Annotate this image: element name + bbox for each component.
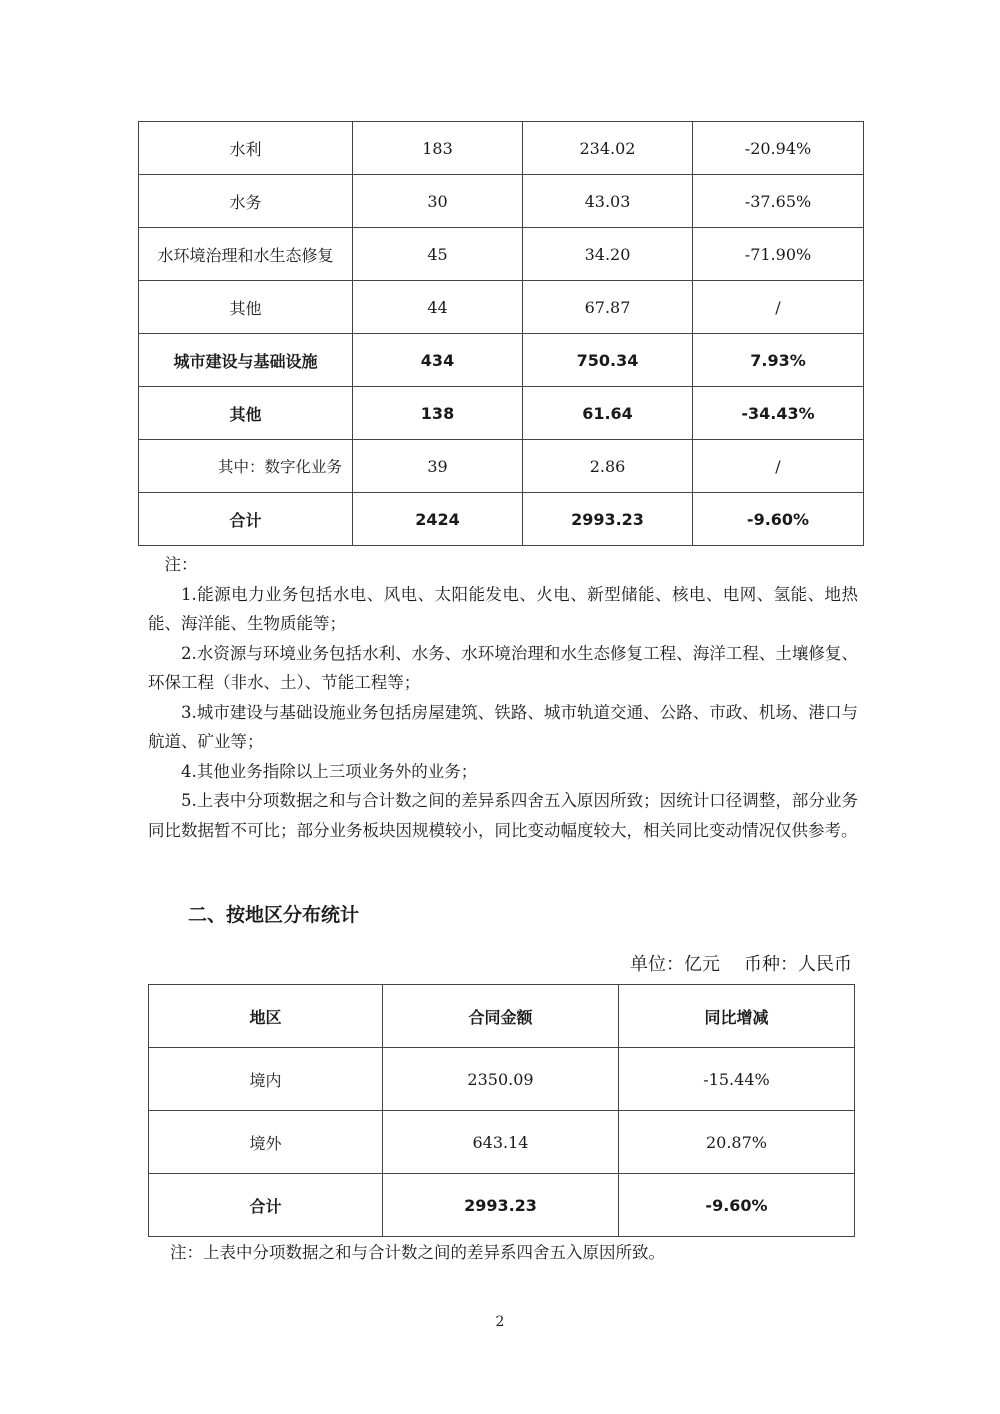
currency-text: 币种：人民币 <box>744 954 852 975</box>
row-label: 其他 <box>139 281 353 334</box>
region-cell: 境内 <box>149 1048 383 1111</box>
yoy-cell: 20.87% <box>619 1111 855 1174</box>
region-table <box>148 984 855 1237</box>
table-header-row <box>149 985 855 1048</box>
column-header: 地区 <box>149 985 383 1048</box>
row-label: 其他 <box>139 387 353 440</box>
business-type-table <box>138 121 864 546</box>
yoy-cell: / <box>693 281 864 334</box>
unit-label <box>606 950 852 976</box>
amount-cell: 2350.09 <box>383 1048 619 1111</box>
table-row <box>139 228 864 281</box>
row-label: 其中：数字化业务 <box>139 440 353 493</box>
yoy-cell: -37.65% <box>693 175 864 228</box>
table-row <box>149 1111 855 1174</box>
region-table-note: 注：上表中分项数据之和与合计数之间的差异系四舍五入原因所致。 <box>170 1243 665 1262</box>
region-cell: 合计 <box>149 1174 383 1237</box>
table-row-total <box>139 493 864 546</box>
amount-cell: 234.02 <box>523 122 693 175</box>
unit-text: 单位：亿元 <box>630 954 720 975</box>
amount-cell: 61.64 <box>523 387 693 440</box>
yoy-cell: -9.60% <box>619 1174 855 1237</box>
yoy-cell: -34.43% <box>693 387 864 440</box>
row-label: 水利 <box>139 122 353 175</box>
row-label: 水务 <box>139 175 353 228</box>
table-row <box>139 122 864 175</box>
amount-cell: 750.34 <box>523 334 693 387</box>
note-item: 3.城市建设与基础设施业务包括房屋建筑、铁路、城市轨道交通、公路、市政、机场、港口与航道、矿业等； <box>148 702 858 751</box>
note-item: 2.水资源与环境业务包括水利、水务、水环境治理和水生态修复工程、海洋工程、土壤修复、环保工程（非水、土）、节能工程等； <box>148 643 858 692</box>
section-heading: 二、按地区分布统计 <box>188 904 360 926</box>
table-row <box>139 281 864 334</box>
note-item: 5.上表中分项数据之和与合计数之间的差异系四舍五入原因所致；因统计口径调整，部分业务同比数据暂不可比；部分业务板块因规模较小，同比变动幅度较大，相关同比变动情况仅供参考。 <box>148 791 858 840</box>
yoy-cell: / <box>693 440 864 493</box>
count-cell: 30 <box>353 175 523 228</box>
amount-cell: 2.86 <box>523 440 693 493</box>
table-row <box>139 387 864 440</box>
yoy-cell: -15.44% <box>619 1048 855 1111</box>
count-cell: 2424 <box>353 493 523 546</box>
yoy-cell: -9.60% <box>693 493 864 546</box>
column-header: 同比增减 <box>619 985 855 1048</box>
count-cell: 44 <box>353 281 523 334</box>
table-row <box>149 1048 855 1111</box>
note-item: 1.能源电力业务包括水电、风电、太阳能发电、火电、新型储能、核电、电网、氢能、地热能、海洋能、生物质能等； <box>148 584 858 633</box>
notes-section <box>148 550 858 845</box>
yoy-cell: 7.93% <box>693 334 864 387</box>
region-cell: 境外 <box>149 1111 383 1174</box>
row-label: 城市建设与基础设施 <box>139 334 353 387</box>
row-label: 合计 <box>139 493 353 546</box>
amount-cell: 2993.23 <box>523 493 693 546</box>
count-cell: 138 <box>353 387 523 440</box>
amount-cell: 2993.23 <box>383 1174 619 1237</box>
amount-cell: 643.14 <box>383 1111 619 1174</box>
table-row <box>139 175 864 228</box>
yoy-cell: -20.94% <box>693 122 864 175</box>
page-number: 2 <box>495 1314 505 1330</box>
table-row-total <box>149 1174 855 1237</box>
count-cell: 434 <box>353 334 523 387</box>
notes-title: 注： <box>164 555 198 574</box>
count-cell: 39 <box>353 440 523 493</box>
amount-cell: 67.87 <box>523 281 693 334</box>
row-label: 水环境治理和水生态修复 <box>139 228 353 281</box>
note-item: 4.其他业务指除以上三项业务外的业务； <box>181 761 478 781</box>
table-row <box>139 334 864 387</box>
table-row <box>139 440 864 493</box>
count-cell: 183 <box>353 122 523 175</box>
amount-cell: 43.03 <box>523 175 693 228</box>
count-cell: 45 <box>353 228 523 281</box>
column-header: 合同金额 <box>383 985 619 1048</box>
yoy-cell: -71.90% <box>693 228 864 281</box>
amount-cell: 34.20 <box>523 228 693 281</box>
